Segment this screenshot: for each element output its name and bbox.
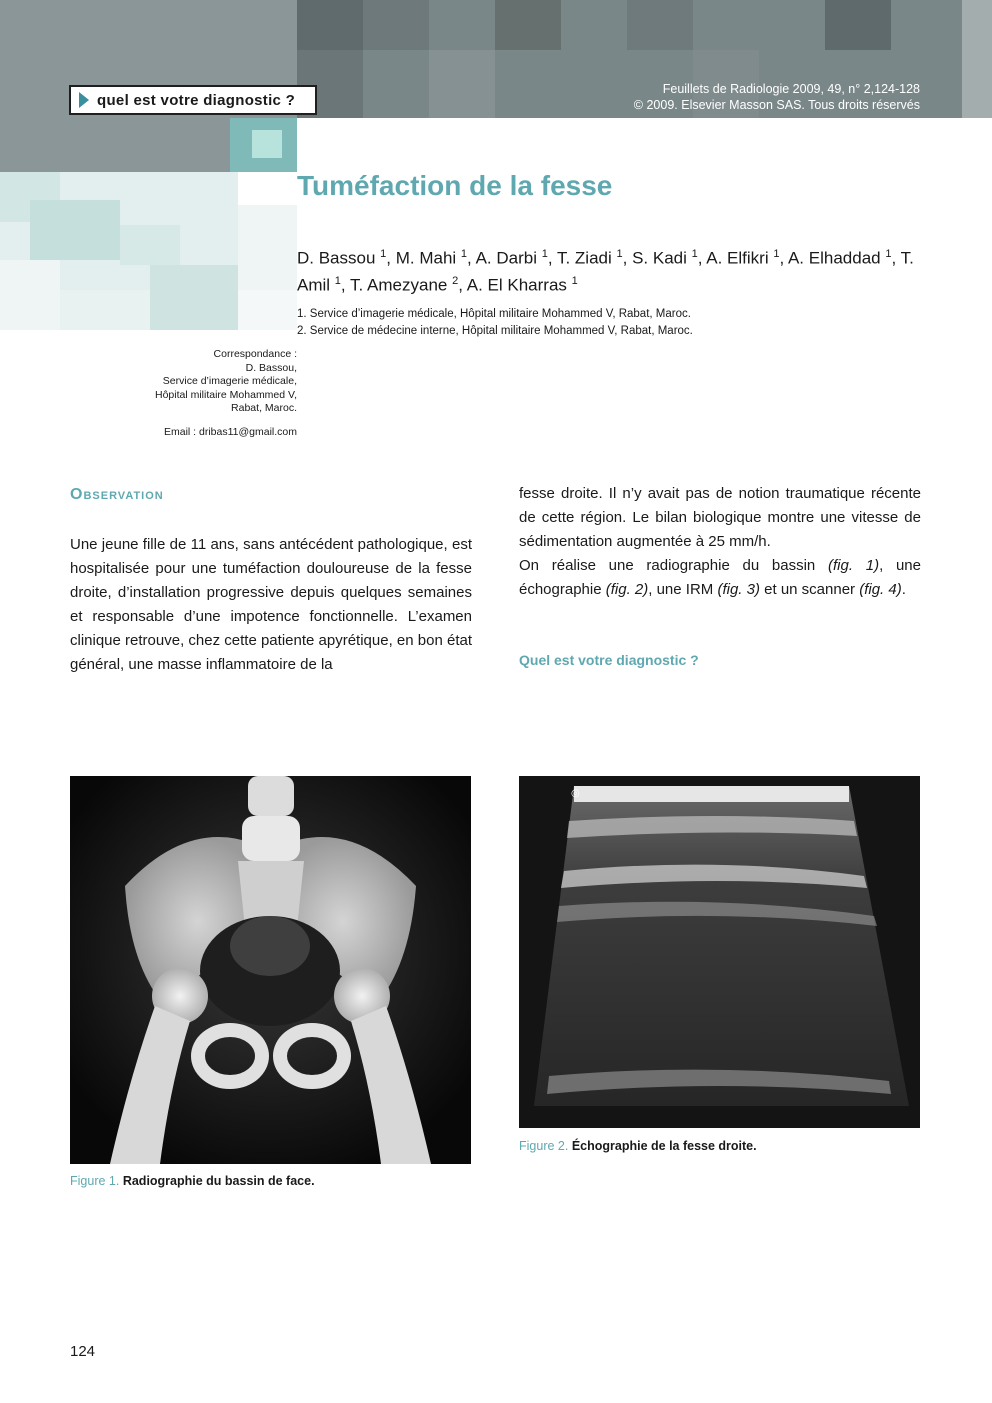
author-separator: ,	[891, 248, 901, 268]
author-affiliation-mark: 2	[452, 274, 459, 287]
author-affiliation-mark: 1	[541, 248, 548, 260]
imaging-paragraph	[519, 554, 921, 602]
author-separator: ,	[622, 248, 633, 268]
affiliation-1: 1. Service d’imagerie médicale, Hôpital militaire Mohammed V, Rabat, Maroc.	[297, 308, 691, 320]
author-affiliation-mark: 1	[380, 248, 387, 260]
author-name: M. Mahi	[395, 248, 461, 268]
affiliation-2: 2. Service de médecine interne, Hôpital militaire Mohammed V, Rabat, Maroc.	[297, 325, 693, 337]
text-run: On réalise une radiographie du bassin	[519, 557, 828, 574]
journal-citation: Feuillets de Radiologie 2009, 49, n° 2,124-128	[662, 82, 920, 96]
correspondence	[155, 348, 297, 439]
correspondence-line: Service d’imagerie médicale,	[162, 375, 297, 387]
author-separator: ,	[467, 248, 476, 268]
figure-ref: (fig. 2)	[605, 581, 649, 598]
mosaic-tile	[30, 200, 120, 260]
ultrasound-image	[519, 776, 920, 1128]
author-separator: ,	[697, 248, 707, 268]
figure-caption-text: Radiographie du bassin de face.	[122, 1174, 315, 1188]
mosaic-tile	[627, 0, 693, 50]
author-affiliation-mark: 1	[885, 248, 892, 260]
radiograph-image	[70, 776, 471, 1164]
author-separator: ,	[340, 275, 351, 295]
triangle-icon	[79, 92, 89, 108]
author-name: T. Amezyane	[350, 275, 453, 295]
figure-2-caption	[519, 1139, 757, 1153]
author-affiliation-mark: 1	[773, 248, 780, 260]
mosaic-tile	[363, 0, 429, 50]
text-run: , une IRM	[648, 581, 718, 598]
diagnostic-question: Quel est votre diagnostic ?	[519, 652, 699, 668]
mosaic-tile	[252, 130, 282, 158]
author-separator: ,	[547, 248, 557, 268]
figure-1-caption	[70, 1174, 315, 1188]
mosaic-tile	[825, 0, 891, 50]
probe-marker: ◎	[571, 788, 580, 799]
author-name: A. El Kharras	[466, 275, 572, 295]
figure-ref: (fig. 3)	[717, 581, 760, 598]
author-affiliation-mark: 1	[460, 248, 468, 260]
text-run: et un scanner	[759, 581, 860, 598]
figure-1-radiograph	[70, 776, 471, 1164]
correspondence-line: Hôpital militaire Mohammed V,	[154, 388, 297, 401]
page-number: 124	[70, 1343, 96, 1360]
author-affiliation-mark: 1	[571, 274, 578, 287]
correspondence-email: Email : dribas11@gmail.com	[163, 425, 297, 438]
author-separator: ,	[779, 248, 788, 268]
correspondence-line: D. Bassou,	[245, 361, 297, 374]
mosaic-tile	[120, 225, 180, 265]
figure-ref: (fig. 4)	[859, 581, 902, 598]
author-affiliation-mark: 1	[334, 274, 341, 287]
author-separator: ,	[458, 275, 467, 295]
article-title: Tuméfaction de la fesse	[297, 170, 613, 201]
author-name: T. Amil	[297, 248, 914, 295]
observation-right-column	[519, 482, 921, 602]
mosaic-tile	[238, 205, 297, 290]
observation-paragraph: Une jeune fille de 11 ans, sans antécédent pathologique, est hospitalisée pour une tuméfaction douloureuse de la fesse droite, d’installation progressive depuis quelques semaines et responsable d’une impotence fonctionnelle. L’examen clinique retrouve, chez cette patiente apyrétique, en bon état général, une masse inflammatoire de la	[70, 536, 472, 673]
rubric-box	[69, 85, 317, 115]
observation-paragraph: fesse droite. Il n’y avait pas de notion traumatique récente de cette région. Le bilan biologique montre une vitesse de sédimentation augmentée à 25 mm/h.	[519, 485, 921, 550]
mosaic-tile	[297, 0, 363, 50]
mosaic-tile	[429, 50, 495, 118]
author-list	[297, 243, 937, 296]
mosaic-tile	[238, 290, 297, 330]
correspondence-line: Correspondance :	[213, 348, 297, 360]
observation-left-column	[70, 533, 472, 677]
author-name: A. Elhaddad	[787, 248, 886, 268]
author-affiliation-mark: 1	[616, 248, 623, 260]
author-affiliation-mark: 1	[691, 248, 698, 260]
author-name: A. Elfikri	[706, 248, 774, 268]
section-heading: Observation	[70, 486, 164, 503]
author-name: S. Kadi	[632, 248, 692, 268]
journal-reference	[634, 81, 920, 113]
figure-ref: (fig. 1)	[828, 557, 880, 574]
mosaic-tile	[0, 260, 60, 330]
author-name: D. Bassou	[297, 248, 381, 268]
mosaic-tile	[150, 265, 238, 330]
author-separator: ,	[386, 248, 396, 268]
author-name: A. Darbi	[475, 248, 542, 268]
mosaic-tile	[60, 290, 150, 330]
figure-2-ultrasound	[519, 776, 920, 1128]
affiliations	[297, 306, 693, 340]
journal-copyright: © 2009. Elsevier Masson SAS. Tous droits réservés	[633, 98, 920, 112]
figure-caption-text: Échographie de la fesse droite.	[571, 1139, 757, 1153]
text-run: .	[901, 581, 906, 598]
figure-label: Figure 2.	[519, 1139, 569, 1153]
rubric-label: quel est votre diagnostic ?	[97, 91, 296, 109]
author-name: T. Ziadi	[556, 248, 617, 268]
text-run: , une échographie	[519, 557, 921, 598]
mosaic-tile	[962, 0, 992, 118]
correspondence-line: Rabat, Maroc.	[231, 402, 297, 414]
mosaic-tile	[495, 0, 561, 50]
figure-label: Figure 1.	[70, 1174, 120, 1188]
